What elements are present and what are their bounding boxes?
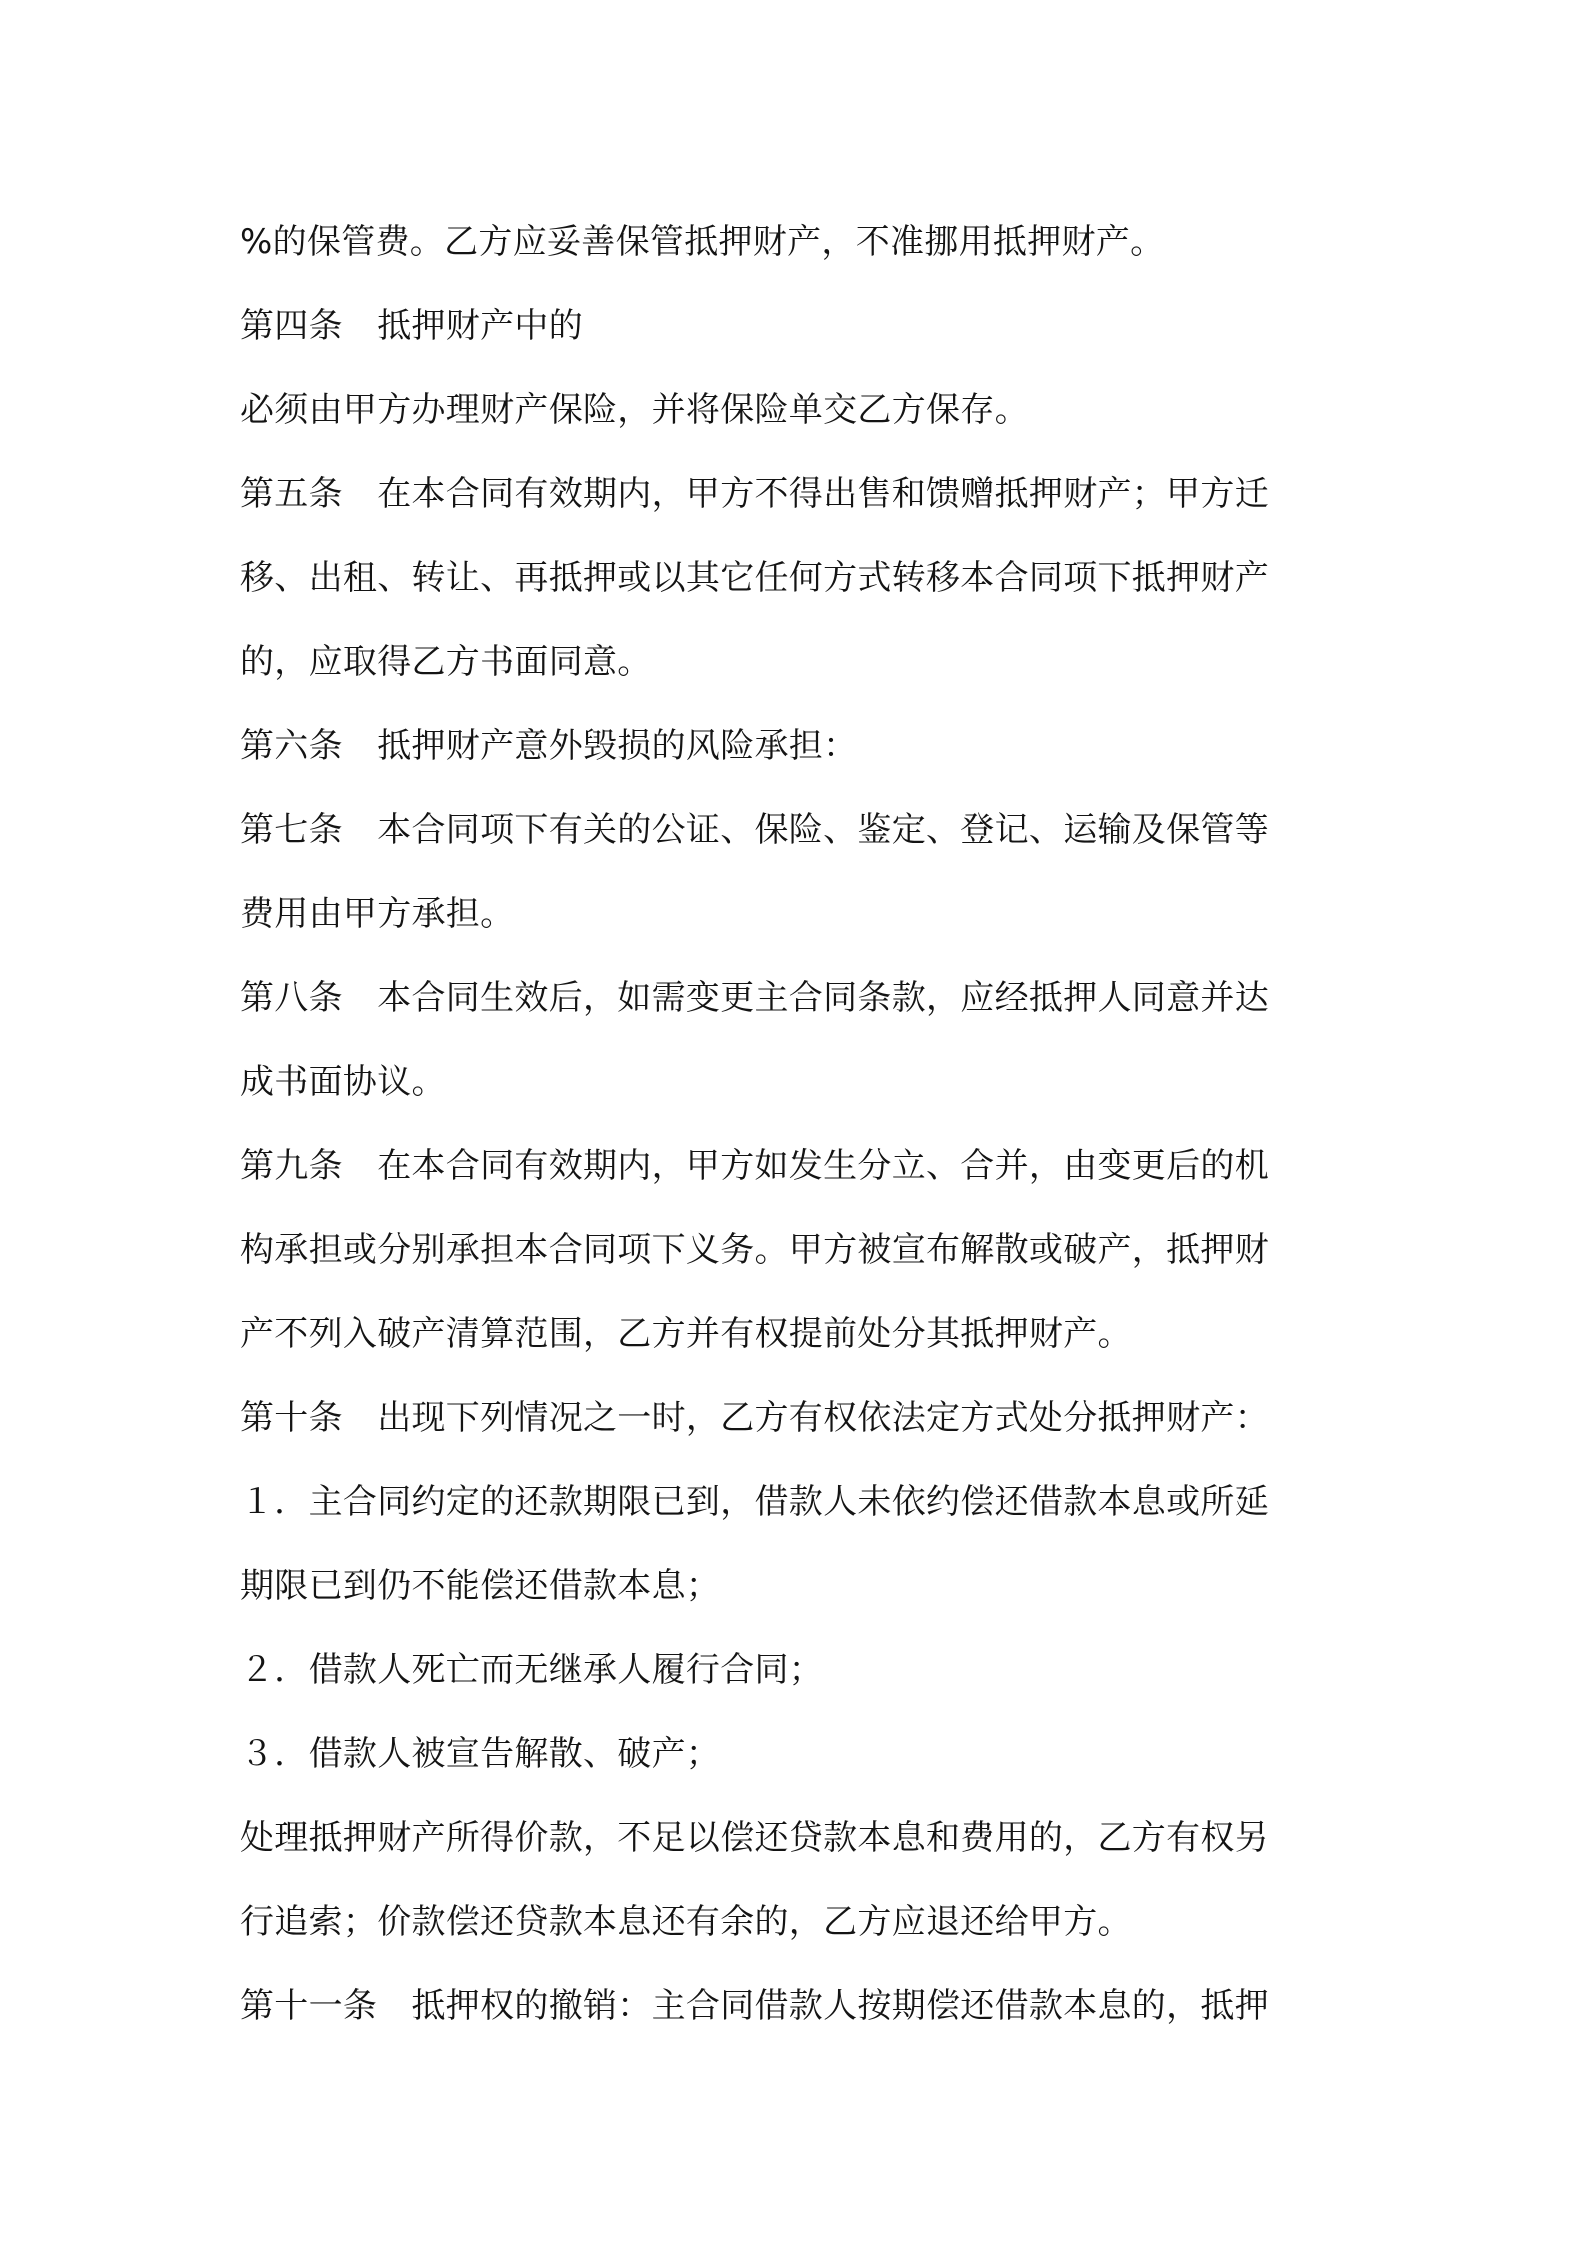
article-8-line-2: 成书面协议。: [240, 1062, 446, 1102]
document-body: [240, 200, 1360, 2048]
list-item-3: ３．借款人被宣告解散、破产；: [240, 1734, 721, 1774]
article-7-line-2: 费用由甲方承担。: [240, 894, 515, 934]
article-9-line-3: 产不列入破产清算范围，乙方并有权提前处分其抵押财产。: [240, 1314, 1132, 1354]
text-line: 处理抵押财产所得价款，不足以偿还贷款本息和费用的，乙方有权另: [240, 1818, 1269, 1858]
article-9-line-1: 第九条 在本合同有效期内，甲方如发生分立、合并，由变更后的机: [240, 1146, 1269, 1186]
text-line: %的保管费。乙方应妥善保管抵押财产，不准挪用抵押财产。: [240, 222, 1165, 262]
text-line: 必须由甲方办理财产保险，并将保险单交乙方保存。: [240, 390, 1029, 430]
list-item-2: ２．借款人死亡而无继承人履行合同；: [240, 1650, 824, 1690]
article-10-line: 第十条 出现下列情况之一时，乙方有权依法定方式处分抵押财产：: [240, 1398, 1269, 1438]
article-5-line-2: 移、出租、转让、再抵押或以其它任何方式转移本合同项下抵押财产: [240, 558, 1269, 598]
article-5-line-3: 的，应取得乙方书面同意。: [240, 642, 652, 682]
article-5-line-1: 第五条 在本合同有效期内，甲方不得出售和馈赠抵押财产；甲方迁: [240, 474, 1269, 514]
article-8-line-1: 第八条 本合同生效后，如需变更主合同条款，应经抵押人同意并达: [240, 978, 1269, 1018]
article-4-heading: 第四条 抵押财产中的: [240, 306, 583, 346]
article-7-line-1: 第七条 本合同项下有关的公证、保险、鉴定、登记、运输及保管等: [240, 810, 1269, 850]
article-6-line: 第六条 抵押财产意外毁损的风险承担：: [240, 726, 858, 766]
text-line: 行追索；价款偿还贷款本息还有余的，乙方应退还给甲方。: [240, 1902, 1132, 1942]
article-9-line-2: 构承担或分别承担本合同项下义务。甲方被宣布解散或破产，抵押财: [240, 1230, 1269, 1270]
list-item-1-line-1: １．主合同约定的还款期限已到，借款人未依约偿还借款本息或所延: [240, 1482, 1269, 1522]
article-11-line: 第十一条 抵押权的撤销：主合同借款人按期偿还借款本息的，抵押: [240, 1986, 1269, 2026]
list-item-1-line-2: 期限已到仍不能偿还借款本息；: [240, 1566, 721, 1606]
